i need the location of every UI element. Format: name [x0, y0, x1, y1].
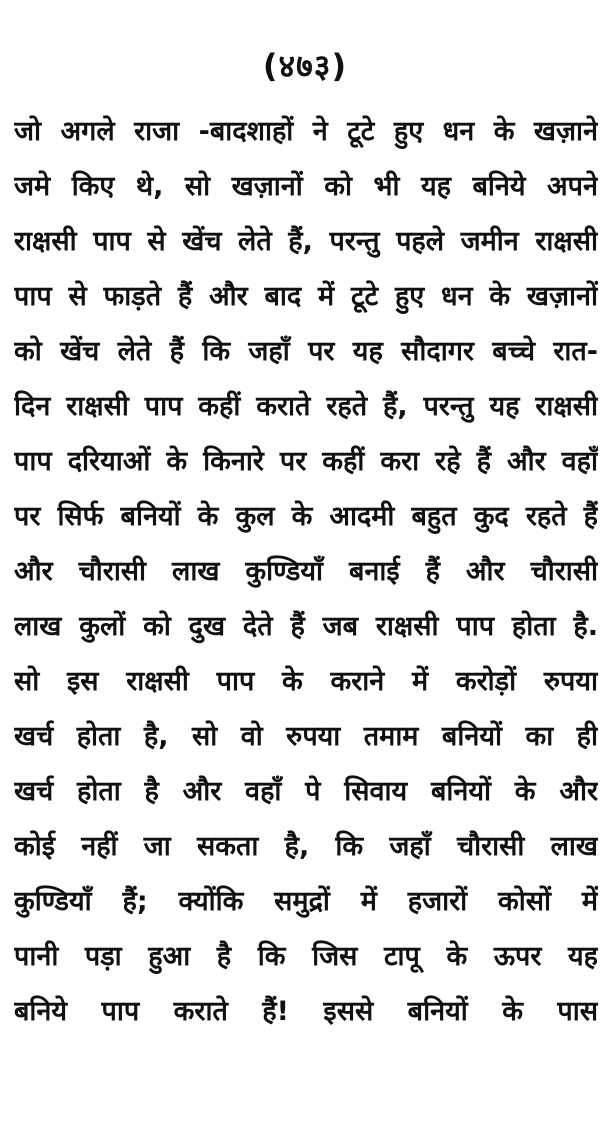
text-line: और चौरासी लाख कुण्डियाँ बनाई हैं और चौरासी [14, 556, 598, 587]
text-line: बनिये पाप कराते हैं! इससे बनियों के पास [14, 996, 598, 1027]
text-line: कोई नहीं जा सकता है, कि जहाँ चौरासी लाख [14, 831, 598, 862]
page-number: (४७३) [262, 47, 348, 85]
text-line: जमे किए थे, सो खज़ानों को भी यह बनिये अपने [14, 171, 598, 202]
text-line: राक्षसी पाप से खेंच लेते हैं, परन्तु पहले जमीन राक्षसी [14, 226, 598, 257]
text-line: पर सिर्फ बनियों के कुल के आदमी बहुत कुद रहते हैं [14, 501, 598, 532]
text-line: दिन राक्षसी पाप कहीं कराते रहते हैं, परन्तु यह राक्षसी [14, 391, 598, 422]
text-line: सो इस राक्षसी पाप के कराने में करोड़ों रुपया [14, 666, 598, 697]
text-line: खर्च होता है, सो वो रुपया तमाम बनियों का ही [14, 721, 598, 752]
text-line: खर्च होता है और वहाँ पे सिवाय बनियों के और [14, 776, 598, 807]
text-line: लाख कुलों को दुख देते हैं जब राक्षसी पाप होता है. [14, 611, 598, 642]
text-line: पाप से फाड़ते हैं और बाद में टूटे हुए धन के खज़ानों [14, 281, 598, 312]
text-line: पानी पड़ा हुआ है कि जिस टापू के ऊपर यह [14, 941, 598, 972]
text-line: जो अगले राजा -बादशाहों ने टूटे हुए धन के खज़ाने [14, 116, 598, 147]
text-line: को खेंच लेते हैं कि जहाँ पर यह सौदागर बच्चे रात- [14, 336, 598, 367]
text-line: कुण्डियाँ हैं; क्योंकि समुद्रों में हजारों कोसों में [14, 886, 598, 917]
body-text [14, 104, 598, 1039]
text-line: पाप दरियाओं के किनारे पर कहीं करा रहे हैं और वहाँ [14, 446, 598, 477]
